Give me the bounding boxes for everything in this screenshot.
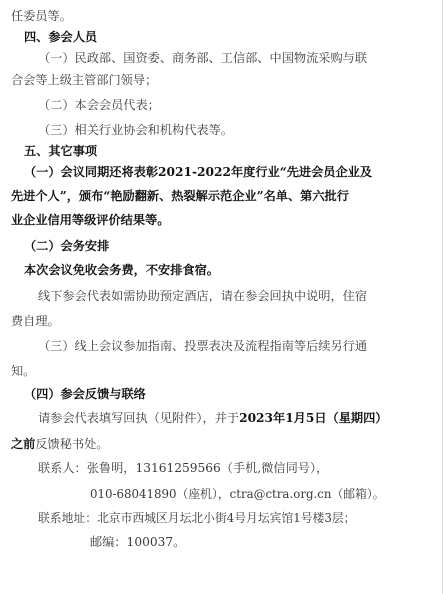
text-line: 线下参会代表如需协助预定酒店，请在参会回执中说明，住宿 [38,289,368,303]
postal-code: 邮编：100037。 [90,535,186,549]
section-heading-attendees: 四、参会人员 [24,30,98,44]
text-line [38,410,442,426]
text-line: （三）相关行业协会和机构代表等。 [38,123,233,137]
section-heading-other: 五、其它事项 [24,144,98,158]
contact-person: 联系人：张鲁明，13161259566（手机,微信同号）， [38,461,329,475]
text-segment: 反馈秘书处。 [35,437,109,451]
text-line: 知。 [11,364,36,378]
text-line: 费自理。 [11,314,60,328]
text-line: （一）会议同期还将表彰2021-2022年度行业“先进会员企业及 [24,165,373,179]
deadline-date: 2023年1月5日（星期四） [239,411,388,425]
text-line: 合会等上级主管部门领导； [11,73,158,87]
text-segment-bold: 之前 [11,437,36,451]
text-line: 先进个人”，颁布“艳励翻新、热裂解示范企业”名单、第六批行 [11,189,349,203]
text-line: 业企业信用等级评价结果等。 [11,213,170,227]
text-line: 本次会议免收会务费，不安排食宿。 [24,263,219,277]
subheading-feedback: （四）参会反馈与联络 [24,387,146,401]
text-line: （一）民政部、国资委、商务部、工信部、中国物流采购与联 [38,51,368,65]
contact-address: 联系地址：北京市西城区月坛北小街4号月坛宾馆1号楼3层； [38,511,356,525]
text-segment: 请参会代表填写回执（见附件），并于 [38,411,240,425]
text-line: 任委员等。 [11,9,72,23]
contact-phone-email: 010-68041890（座机），ctra@ctra.org.cn（邮箱）。 [90,487,385,501]
text-line: （三）线上会议参加指南、投票表决及流程指南等后续另行通 [38,339,368,353]
subheading-arrangements: （二）会务安排 [24,239,110,253]
text-line: （二）本会会员代表； [38,98,160,112]
text-line [11,436,442,452]
